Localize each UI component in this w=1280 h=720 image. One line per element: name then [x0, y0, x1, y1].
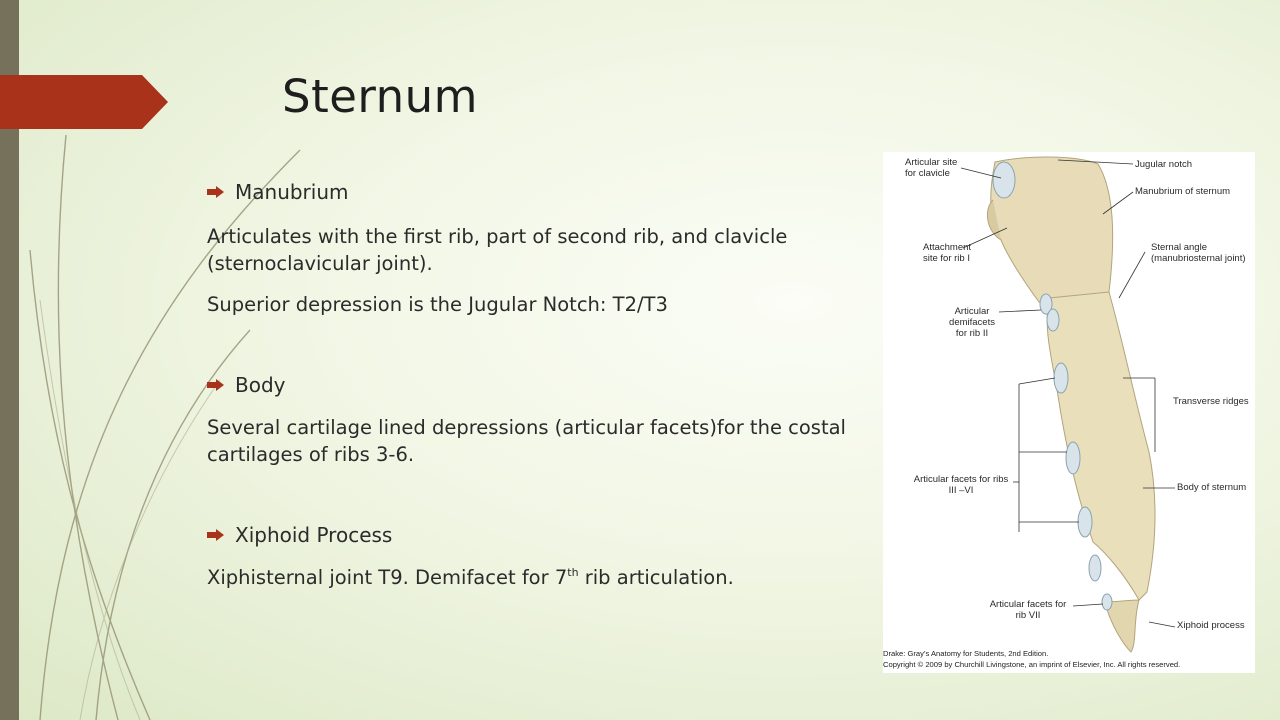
bullet-manubrium: [207, 177, 857, 207]
label-articular-site: Articular site for clavicle: [905, 157, 958, 179]
label-manubrium: Manubrium of sternum: [1135, 186, 1231, 197]
superscript-th: th: [567, 565, 579, 579]
heading-manubrium: Manubrium: [235, 180, 349, 204]
label-xiphoid: Xiphoid process: [1177, 620, 1245, 631]
label-attachment-site: Attachment site for rib I: [923, 242, 972, 264]
label-transverse-ridges: Transverse ridges: [1173, 396, 1249, 407]
paragraph-manubrium-2: Superior depression is the Jugular Notch: T2/T3: [207, 293, 668, 316]
paragraph-manubrium-1: Articulates with the first rib, part of second rib, and clavicle (sternoclavicular joint).: [207, 225, 788, 275]
paragraph-xiphoid-post: rib articulation.: [578, 566, 734, 589]
sternum-anatomy-figure: [883, 152, 1255, 673]
label-facets-7: Articular facets for rib VII: [989, 599, 1067, 621]
figure-credit-line2: Copyright © 2009 by Churchill Livingstone, an imprint of Elsevier, Inc. All rights reserved.: [883, 660, 1181, 669]
figure-credit-line1: Drake: Gray’s Anatomy for Students, 2nd Edition.: [883, 649, 1049, 658]
heading-xiphoid: Xiphoid Process: [235, 523, 393, 547]
label-facets-3-6: Articular facets for ribs III –VI: [913, 474, 1009, 496]
paragraph-body: Several cartilage lined depressions (articular facets)for the costal cartilages of ribs 3-6.: [207, 416, 846, 466]
bullet-body: [207, 370, 857, 400]
slide-content: [207, 177, 857, 591]
arrow-bullet-icon: [207, 379, 235, 391]
paragraph-xiphoid: [207, 564, 857, 591]
heading-body: Body: [235, 373, 286, 397]
label-sternal-angle: Sternal angle (manubriosternal joint): [1151, 242, 1246, 264]
arrow-bullet-icon: [207, 529, 235, 541]
label-body: Body of sternum: [1177, 482, 1247, 493]
arrow-bullet-icon: [207, 186, 235, 198]
paragraph-xiphoid-pre: Xiphisternal joint T9. Demifacet for 7: [207, 566, 568, 589]
slide-title: Sternum: [282, 70, 478, 123]
bullet-xiphoid: [207, 520, 857, 550]
label-demifacets: Articular demifacets for rib II: [949, 306, 995, 339]
sternum-illustration: [883, 152, 1255, 673]
label-jugular-notch: Jugular notch: [1135, 159, 1193, 170]
title-accent-arrow: [0, 75, 170, 129]
